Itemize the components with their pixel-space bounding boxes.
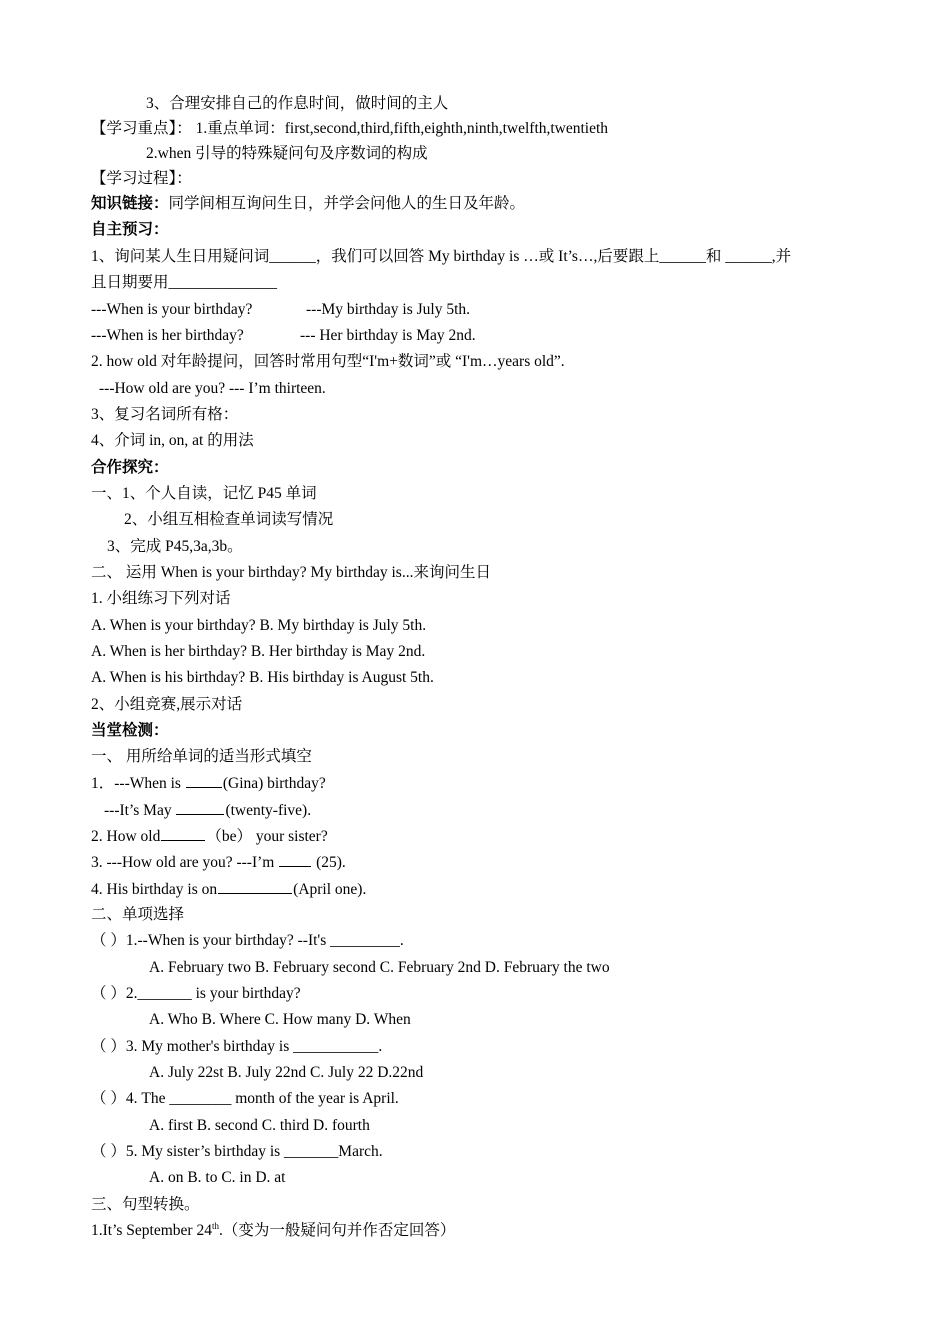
fill-q4-start: 4. His birthday is on (91, 881, 218, 898)
choice-q4: （ ）4. The ________ month of the year is April. (91, 1090, 399, 1107)
coop-1-1: 一、1、个人自读，记忆 P45 单词 (91, 485, 317, 502)
dialog-q-1: ---When is your birthday? (91, 301, 253, 318)
choice-q2: （ ）2._______ is your birthday? (91, 985, 301, 1002)
coop-1-2: 2、小组互相检查单词读写情况 (124, 511, 334, 528)
fill-q1b-blank[interactable] (176, 800, 224, 815)
self-study-q1-cont: 且日期要用______________ (91, 274, 278, 291)
choice-heading: 二、单项选择 (91, 906, 185, 923)
self-study-q1: 1、询问某人生日用疑问词______，我们可以回答 My birthday is …或 It’s…,后要跟上______和 ______,并 (91, 248, 792, 265)
dialog-a-2: --- Her birthday is May 2nd. (300, 327, 476, 344)
fill-q3-start: 3. ---How old are you? ---I’m (91, 854, 275, 871)
coop-1-3: 3、完成 P45,3a,3b。 (107, 538, 243, 555)
choice-q3: （ ）3. My mother's birthday is ___________. (91, 1038, 383, 1055)
fill-q3-end: (25). (312, 854, 346, 871)
self-study-q2: 2. how old 对年龄提问，回答时常用句型“I'm+数词”或 “I'm…years old”. (91, 353, 565, 370)
fill-q2-end: （be） your sister? (206, 828, 328, 845)
fill-q4 (91, 879, 366, 900)
practice-dialog-3: A. When is his birthday? B. His birthday is August 5th. (91, 669, 434, 686)
knowledge-link-heading: 知识链接： (91, 195, 169, 212)
self-study-q3: 3、复习名词所有格： (91, 406, 239, 423)
choice-q2-options: A. Who B. Where C. How many D. When (149, 1011, 411, 1028)
process-heading: 【学习过程】： (91, 170, 192, 187)
key-points-heading: 【学习重点】： (91, 120, 192, 137)
fill-q3 (91, 852, 346, 873)
practice-dialog-2: A. When is her birthday? B. Her birthday is May 2nd. (91, 643, 426, 660)
age-dialog: ---How old are you? --- I’m thirteen. (99, 380, 326, 397)
key-points-line (91, 119, 608, 139)
fill-blank-heading: 一、 用所给单词的适当形式填空 (91, 748, 312, 765)
fill-q1 (91, 773, 326, 794)
knowledge-link-text: 同学间相互询问生日，并学会问他人的生日及年龄。 (168, 195, 526, 212)
key-points-words: 1.重点单词：first,second,third,fifth,eighth,ninth,twelfth,twentieth (191, 120, 609, 137)
fill-q1-blank[interactable] (186, 773, 222, 788)
choice-q4-options: A. first B. second C. third D. fourth (149, 1117, 370, 1134)
coop-2-2: 2、小组竞赛,展示对话 (91, 696, 243, 713)
dialog-a-1: ---My birthday is July 5th. (306, 301, 471, 318)
goal-3: 3、合理安排自己的作息时间，做时间的主人 (146, 95, 449, 112)
cooperation-heading: 合作探究： (91, 459, 169, 476)
coop-2: 二、 运用 When is your birthday? My birthday is...来询问生日 (91, 564, 491, 581)
choice-q3-options: A. July 22st B. July 22nd C. July 22 D.22nd (149, 1064, 424, 1081)
transform-q1-text: 1.It’s September 24 (91, 1222, 212, 1239)
self-study-q4: 4、介词 in, on, at 的用法 (91, 432, 254, 449)
transform-q1 (91, 1221, 455, 1241)
choice-q5: （ ）5. My sister’s birthday is _______March. (91, 1143, 383, 1160)
transform-q1-instruction: .（变为一般疑问句并作否定回答） (218, 1222, 456, 1239)
fill-q1b-end: (twenty-five). (225, 802, 312, 819)
fill-q4-end: (April one). (293, 881, 367, 898)
transform-q1-sup: th (211, 1220, 219, 1231)
fill-q4-blank[interactable] (218, 879, 292, 894)
practice-dialog-1: A. When is your birthday? B. My birthday is July 5th. (91, 617, 427, 634)
fill-q2-blank[interactable] (161, 826, 205, 841)
fill-q1-end: (Gina) birthday? (222, 775, 326, 792)
choice-q5-options: A. on B. to C. in D. at (149, 1169, 286, 1186)
transform-heading: 三、句型转换。 (91, 1196, 200, 1213)
coop-2-1: 1. 小组练习下列对话 (91, 590, 231, 607)
fill-q1b-start: ---It’s May (104, 802, 172, 819)
fill-q1b (104, 800, 311, 821)
knowledge-link-line (91, 194, 525, 214)
test-heading: 当堂检测： (91, 722, 169, 739)
fill-q1-start: 1．---When is (91, 775, 181, 792)
fill-q2 (91, 826, 328, 847)
dialog-q-2: ---When is her birthday? (91, 327, 244, 344)
fill-q3-blank[interactable] (279, 852, 311, 867)
key-points-2: 2.when 引导的特殊疑问句及序数词的构成 (146, 145, 428, 162)
fill-q2-start: 2. How old (91, 828, 161, 845)
choice-q1: （ ）1.--When is your birthday? --It's _________. (91, 932, 404, 949)
self-study-heading: 自主预习： (91, 221, 169, 238)
choice-q1-options: A. February two B. February second C. February 2nd D. February the two (149, 959, 610, 976)
